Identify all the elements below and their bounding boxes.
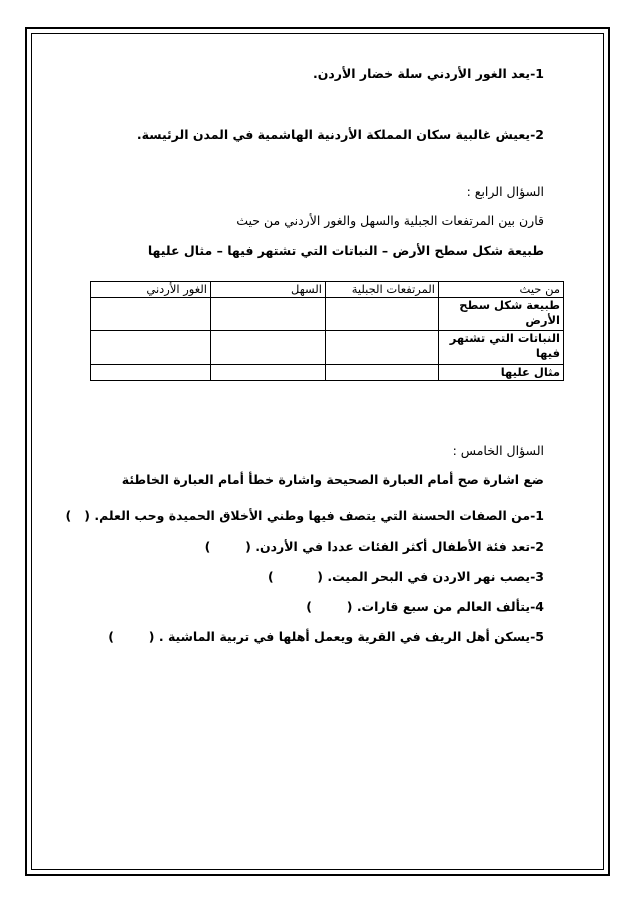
table-cell[interactable]: [211, 365, 326, 381]
table-cell[interactable]: [326, 298, 439, 331]
table-cell[interactable]: [211, 331, 326, 365]
table-cell[interactable]: [91, 365, 211, 381]
question-4-heading: السؤال الرابع :: [466, 184, 544, 199]
true-false-item: [306, 599, 544, 615]
table-cell: طبيعة شكل سطح الأرض: [439, 298, 564, 331]
comparison-table: [90, 281, 564, 381]
statement-text: 3-يصب نهر الاردن في البحر الميت.: [327, 569, 544, 584]
statement-1: 1-يعد الغور الأردني سلة خضار الأردن.: [312, 66, 544, 81]
table-cell: النباتات التي تشتهر فيها: [439, 331, 564, 365]
table-header: الغور الأردني: [91, 282, 211, 298]
true-false-item: [108, 629, 544, 645]
answer-blank[interactable]: ( ): [204, 539, 251, 554]
statement-text: 5-يسكن أهل الريف في القرية ويعمل أهلها في تربية الماشية .: [158, 629, 544, 644]
true-false-item: [66, 508, 544, 524]
answer-blank[interactable]: ( ): [108, 629, 155, 644]
true-false-item: [205, 539, 544, 555]
statement-text: 1-من الصفات الحسنة التي يتصف فيها وطني الأخلاق الحميدة وحب العلم.: [94, 508, 544, 523]
statement-2: 2-يعيش غالبية سكان المملكة الأردنية الهاشمية في المدن الرئيسة.: [136, 127, 544, 142]
answer-blank[interactable]: ( ): [306, 599, 353, 614]
answer-blank[interactable]: ( ): [268, 569, 323, 584]
table-cell[interactable]: [326, 365, 439, 381]
true-false-item: [268, 569, 544, 585]
table-cell: مثال عليها: [439, 365, 564, 381]
table-cell[interactable]: [326, 331, 439, 365]
table-row: [91, 365, 564, 381]
table-header: المرتفعات الجبلية: [326, 282, 439, 298]
table-cell[interactable]: [91, 331, 211, 365]
question-4-criteria: طبيعة شكل سطح الأرض – النباتات التي تشتهر فيها – مثال عليها: [147, 243, 544, 258]
answer-blank[interactable]: ( ): [65, 508, 91, 523]
table-cell[interactable]: [211, 298, 326, 331]
question-5-instruction: ضع اشارة صح أمام العبارة الصحيحة واشارة خطأ أمام العبارة الخاطئة: [121, 472, 544, 487]
statement-text: 2-تعد فئة الأطفال أكثر الفئات عددا في الأردن.: [255, 539, 544, 554]
table-row: [91, 331, 564, 365]
question-5-heading: السؤال الخامس :: [452, 443, 544, 458]
table-header: من حيث: [439, 282, 564, 298]
question-4-instruction: قارن بين المرتفعات الجبلية والسهل والغور الأردني من حيث: [236, 213, 544, 228]
table-header-row: [91, 282, 564, 298]
table-row: [91, 298, 564, 331]
table-header: السهل: [211, 282, 326, 298]
table-cell[interactable]: [91, 298, 211, 331]
statement-text: 4-يتألف العالم من سبع قارات.: [356, 599, 544, 614]
